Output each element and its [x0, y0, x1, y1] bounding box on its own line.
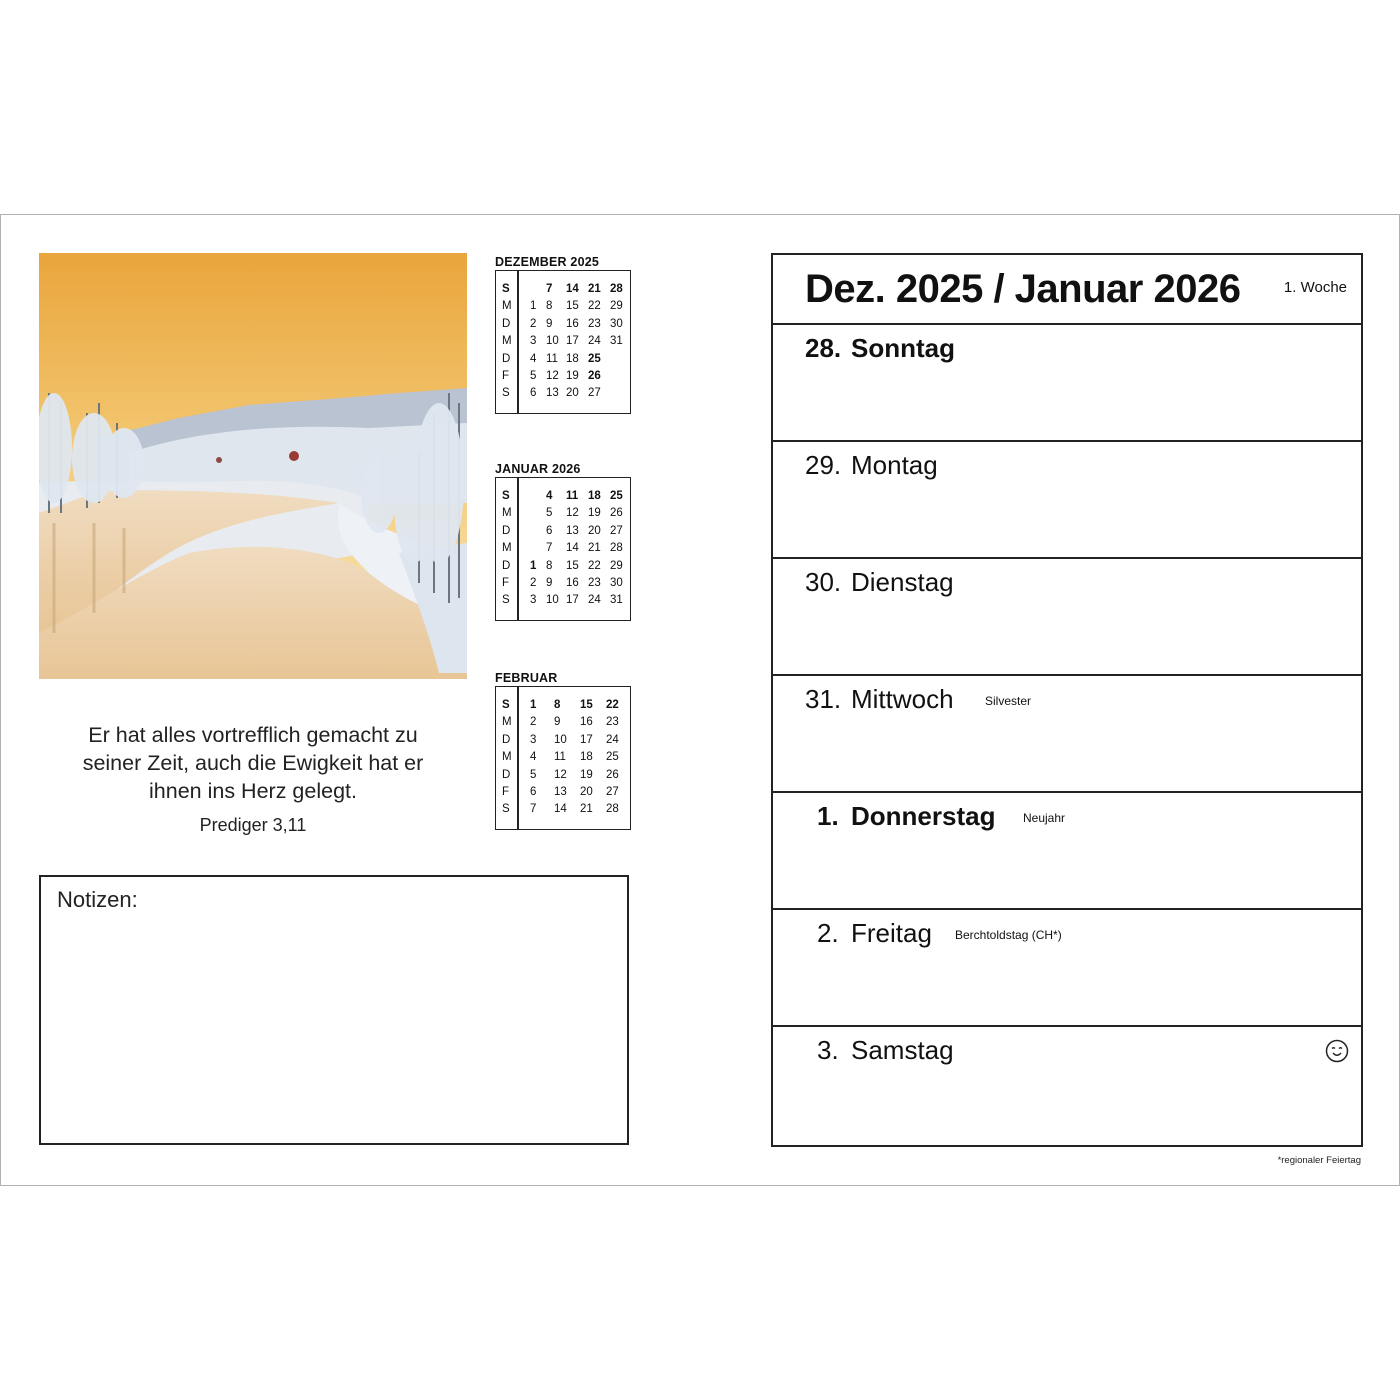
weekday-letter: D [502, 352, 511, 365]
quote-line: Er hat alles vortrefflich gemacht zu [88, 723, 418, 747]
mini-calendar-january [495, 462, 631, 621]
holiday-label: Berchtoldstag (CH*) [955, 928, 1062, 942]
mini-calendar-day: 5 [530, 370, 537, 382]
weekday-letter: M [502, 542, 512, 555]
day-row[interactable] [773, 908, 1361, 1027]
mini-calendar-day: 20 [566, 387, 579, 400]
mini-calendar-row [496, 281, 630, 298]
mini-calendar-day: 30 [610, 577, 623, 589]
mini-calendar-day: 25 [610, 490, 623, 502]
day-number: 31. [805, 684, 842, 714]
mini-calendar-row [496, 316, 630, 333]
weekday-letter: M [502, 300, 512, 313]
mini-calendar-day: 29 [610, 559, 623, 572]
weekday-letter: S [502, 283, 510, 295]
quote-line: ihnen ins Herz gelegt. [149, 779, 357, 803]
mini-calendar-day: 23 [606, 716, 619, 729]
weekday-letter: F [502, 370, 510, 382]
weekday-letter: M [502, 335, 512, 348]
mini-calendar-day: 29 [610, 300, 623, 313]
mini-calendar-day: 12 [554, 768, 567, 781]
holiday-label: Silvester [985, 694, 1032, 708]
weekday-letter: M [502, 716, 512, 729]
day-number: 2. [817, 918, 839, 948]
weekday-letter: S [502, 594, 510, 607]
mini-calendar-day: 13 [546, 387, 559, 400]
mini-calendar-row [496, 801, 630, 818]
mini-calendar-day: 23 [588, 577, 601, 589]
weekday-letter: S [502, 803, 510, 816]
mini-calendar-day: 10 [546, 335, 559, 348]
mini-calendar-day: 13 [566, 524, 579, 537]
weekday-letter: M [502, 507, 512, 520]
mini-calendar-row [496, 488, 630, 505]
mini-calendar-day: 11 [546, 352, 558, 365]
week-number: 1. Woche [1283, 279, 1347, 296]
mini-calendar-day: 1 [530, 300, 537, 313]
day-name: Freitag [851, 918, 932, 948]
notes-box[interactable] [39, 875, 629, 1145]
mini-calendar-row [496, 505, 630, 522]
mini-calendar-day: 26 [610, 507, 623, 520]
mini-calendar-day: 17 [566, 335, 579, 348]
mini-calendar-day: 28 [610, 283, 623, 295]
week-header [773, 255, 1361, 325]
mini-calendar-day: 14 [566, 283, 579, 295]
mini-calendar-day: 26 [588, 370, 601, 382]
weekday-letter: F [502, 577, 510, 589]
mini-calendar-day: 5 [530, 768, 537, 781]
mini-calendar-day: 16 [580, 716, 593, 729]
mini-calendar-row [496, 575, 630, 592]
mini-calendar-day: 12 [546, 370, 559, 382]
mini-calendar-day: 6 [530, 387, 537, 400]
mini-calendar-day: 21 [580, 803, 593, 816]
mini-calendar-day: 8 [554, 699, 561, 711]
mini-calendar-row [496, 714, 630, 731]
weekday-letter: F [502, 786, 510, 798]
mini-calendar-day: 12 [566, 507, 579, 520]
mini-calendar-day: 24 [588, 335, 601, 348]
mini-calendar-title: FEBRUAR [495, 671, 558, 685]
mini-calendar-row [496, 523, 630, 540]
week-planner [771, 253, 1363, 1147]
mini-calendar-row [496, 333, 630, 350]
mini-calendar-day: 9 [546, 317, 553, 330]
mini-calendar-day: 28 [610, 542, 623, 555]
mini-calendar-grid [495, 477, 631, 621]
mini-calendar-day: 27 [610, 524, 623, 537]
mini-calendar-day: 3 [530, 733, 537, 746]
mini-calendar-day: 22 [606, 699, 619, 711]
mini-calendar-day: 16 [566, 577, 579, 589]
weekday-letter: D [502, 559, 511, 572]
mini-calendar-day: 6 [530, 786, 537, 798]
mini-calendar-row [496, 697, 630, 714]
mini-calendar-grid [495, 686, 631, 830]
mini-calendar-day: 4 [530, 352, 537, 365]
mini-calendar-day: 18 [566, 352, 579, 365]
day-number: 1. [817, 801, 839, 831]
weekday-letter: S [502, 490, 510, 502]
mini-calendar-day: 31 [610, 594, 623, 607]
landscape-photo [39, 253, 467, 679]
day-name: Montag [851, 450, 938, 480]
mini-calendar-day: 8 [546, 300, 553, 313]
holiday-label: Neujahr [1023, 811, 1066, 825]
mini-calendar-day: 1 [530, 699, 537, 711]
mini-calendar-day: 24 [606, 733, 619, 746]
quote-line: seiner Zeit, auch die Ewigkeit hat er [82, 751, 424, 775]
mini-calendar-day: 3 [530, 335, 537, 348]
mini-calendar-grid [495, 270, 631, 414]
mini-calendar-day: 7 [530, 803, 537, 816]
day-name: Mittwoch [851, 684, 954, 714]
mini-calendar-title: DEZEMBER 2025 [495, 255, 600, 269]
mini-calendar-row [496, 749, 630, 766]
quote-reference: Prediger 3,11 [199, 815, 307, 835]
mini-calendar-day: 14 [554, 803, 567, 816]
mini-calendar-day: 4 [546, 490, 553, 502]
mini-calendar-day: 2 [530, 317, 537, 330]
mini-calendar-day: 18 [588, 490, 601, 502]
mini-calendar-day: 21 [588, 542, 601, 555]
mini-calendar-day: 13 [554, 786, 567, 798]
notes-label: Notizen: [57, 887, 138, 912]
mini-calendar-day: 25 [588, 352, 601, 365]
mini-calendar-row [496, 540, 630, 557]
day-name: Samstag [851, 1035, 954, 1065]
day-number: 29. [805, 450, 842, 480]
mini-calendar-day: 15 [566, 559, 579, 572]
mini-calendar-day: 4 [530, 751, 537, 764]
mini-calendar-day: 6 [546, 524, 553, 537]
smiley-face-icon [1325, 1039, 1349, 1063]
weekday-letter: D [502, 768, 511, 781]
mini-calendar-day: 20 [580, 786, 593, 798]
mini-calendar-day: 15 [566, 300, 579, 313]
mini-calendar-day: 8 [546, 559, 553, 572]
day-row[interactable] [773, 323, 1361, 442]
mini-calendar-row [496, 592, 630, 609]
day-row[interactable] [773, 557, 1361, 676]
mini-calendar-day: 2 [530, 716, 537, 729]
mini-calendar-day: 3 [530, 594, 537, 607]
mini-calendar-row [496, 385, 630, 402]
mini-calendar-day: 27 [606, 786, 619, 798]
mini-calendar-day: 15 [580, 699, 593, 711]
mini-calendar-day: 23 [588, 317, 601, 330]
day-name: Sonntag [851, 333, 955, 363]
mini-calendar-row [496, 298, 630, 315]
day-number: 28. [805, 333, 842, 363]
mini-calendar-february [495, 671, 631, 830]
mini-calendar-day: 10 [554, 733, 567, 746]
mini-calendar-day: 9 [554, 716, 561, 729]
mini-calendar-day: 7 [546, 283, 553, 295]
weekday-letter: S [502, 699, 510, 711]
day-row[interactable] [773, 440, 1361, 559]
mini-calendar-row [496, 351, 630, 368]
mini-calendar-day: 14 [566, 542, 579, 555]
mini-calendar-day: 21 [588, 283, 601, 295]
mini-calendar-day: 31 [610, 335, 623, 348]
weekday-letter: D [502, 524, 511, 537]
bible-quote [39, 721, 467, 805]
mini-calendar-day: 22 [588, 300, 601, 313]
mini-calendar-day: 26 [606, 768, 619, 781]
weekday-letter: D [502, 317, 511, 330]
mini-calendar-row [496, 558, 630, 575]
footnote: *regionaler Feiertag [1277, 1155, 1361, 1166]
weekday-letter: M [502, 751, 512, 764]
day-name: Donnerstag [851, 801, 996, 831]
day-number: 30. [805, 567, 842, 597]
mini-calendar-day: 17 [566, 594, 579, 607]
day-name: Dienstag [851, 567, 954, 597]
mini-calendar-day: 19 [588, 507, 601, 520]
mini-calendar-day: 27 [588, 387, 601, 400]
mini-calendar-day: 25 [606, 751, 619, 764]
mini-calendar-day: 16 [566, 317, 579, 330]
mini-calendar-day: 19 [580, 768, 593, 781]
day-row[interactable] [773, 674, 1361, 793]
mini-calendar-day: 1 [530, 559, 537, 572]
weekday-letter: D [502, 733, 511, 746]
mini-calendar-day: 5 [546, 507, 553, 520]
mini-calendar-december [495, 255, 631, 414]
day-row[interactable] [773, 791, 1361, 910]
mini-calendar-day: 11 [566, 490, 579, 502]
mini-calendar-day: 18 [580, 751, 593, 764]
mini-calendar-day: 28 [606, 803, 619, 816]
mini-calendar-row [496, 767, 630, 784]
calendar-spread [0, 214, 1400, 1186]
weekday-letter: S [502, 387, 510, 400]
mini-calendar-day: 9 [546, 577, 553, 589]
mini-calendar-row [496, 732, 630, 749]
mini-calendar-day: 24 [588, 594, 601, 607]
mini-calendar-day: 30 [610, 317, 623, 330]
mini-calendar-day: 11 [554, 751, 566, 764]
mini-calendar-day: 2 [530, 577, 537, 589]
mini-calendar-day: 10 [546, 594, 559, 607]
mini-calendar-day: 7 [546, 542, 553, 555]
mini-calendar-title: JANUAR 2026 [495, 462, 581, 476]
mini-calendar-day: 19 [566, 370, 579, 382]
week-title: Dez. 2025 / Januar 2026 [805, 267, 1241, 311]
day-number: 3. [817, 1035, 839, 1065]
day-row[interactable] [773, 1025, 1361, 1142]
mini-calendar-day: 22 [588, 559, 601, 572]
mini-calendar-row [496, 784, 630, 801]
mini-calendar-day: 20 [588, 524, 601, 537]
mini-calendar-row [496, 368, 630, 385]
mini-calendar-day: 17 [580, 733, 593, 746]
